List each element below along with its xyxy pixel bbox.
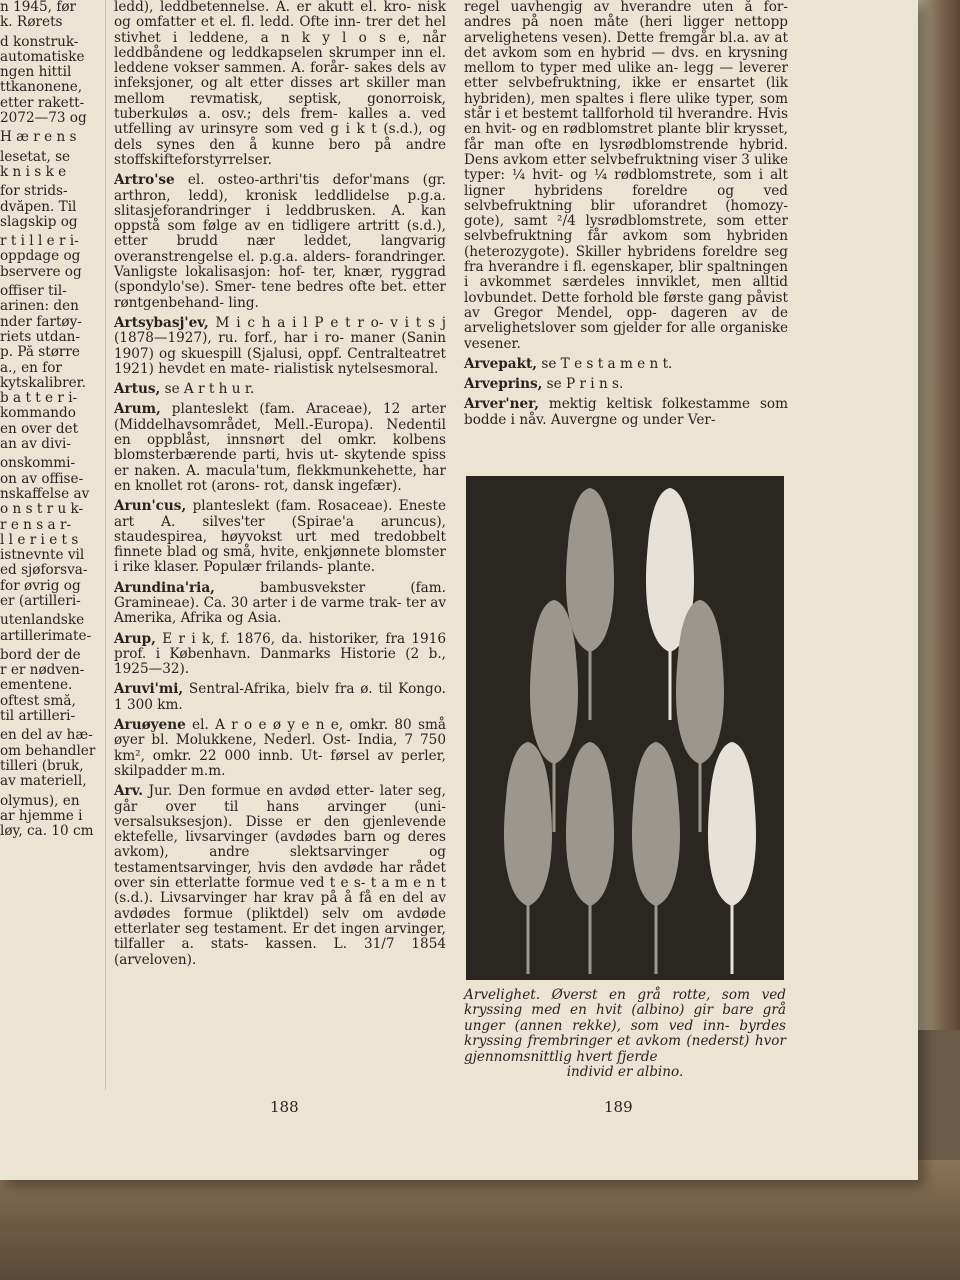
left-column-line: lesetat, se	[0, 149, 71, 165]
left-column-line: b a t t e r i-	[0, 391, 78, 407]
dictionary-entry	[464, 377, 788, 392]
left-column-line: bservere og	[0, 264, 82, 280]
dictionary-entry	[114, 173, 446, 311]
left-column-line: ementene.	[0, 678, 73, 694]
grey-rat	[562, 738, 618, 978]
rat-inheritance-photo	[466, 476, 784, 980]
left-column-line: oftest små,	[0, 693, 76, 709]
entry-headword: Artus,	[114, 381, 161, 398]
left-column-line: d konstruk-	[0, 34, 79, 50]
entry-headword: Arveprins,	[464, 376, 543, 393]
caption-text: Arvelighet. Øverst en grå rotte, som ved kryssing med en hvit (albino) gir bare grå unger (annen rekke), som ved inn- byrdes kryssing frembringer et avkom (nederst) hvor gjennomsnittlig hvert fjerde	[464, 987, 786, 1065]
left-column-line: etter rakett-	[0, 95, 85, 111]
entry-text: el. osteo-arthri'tis defor'mans (gr. arthron, ledd), kronisk leddlidelse p.g.a. slitasjeforandringer i leddbrusken. A. kan oppstå som følge av en tidligere artritt (s.d.), etter brudd nær leddet, langvarig overanstrengelse el. p.g.a. alders- forandringer. Vanligste lokalisasjon: hof- ter, knær, ryggrad (spondylo'se). Smer- tene bedres ofte bet. etter røntgenbehand- ling.	[114, 172, 446, 311]
left-column-line: on av offise-	[0, 471, 84, 487]
left-column-line: dvåpen. Til	[0, 199, 77, 215]
dictionary-entry	[114, 784, 446, 968]
left-column-line: oppdage og	[0, 249, 81, 265]
left-column-line: k n i s k e	[0, 164, 67, 180]
left-column-line: istnevnte vil	[0, 548, 85, 564]
dictionary-entry	[114, 718, 446, 779]
left-column-line: artillerimate-	[0, 628, 92, 644]
left-column-line: l l e r i e t s	[0, 532, 79, 548]
entry-text: M i c h a i l P e t r o- v i t s j (1878—1927), ru. forf., har i ro- maner (Sanin 1907) og skuespill (Sjalusi, oppf. Centralteatret 1921) hevdet en mate- rialistisk nytelsesmoral.	[114, 314, 446, 377]
entry-headword: Artsybasj'ev,	[114, 314, 209, 331]
left-column-line: o n s t r u k-	[0, 502, 84, 518]
entry-headword: Arver'ner,	[464, 396, 540, 413]
white-rat	[704, 738, 760, 978]
left-column-line: en over det	[0, 421, 79, 437]
column-rule	[105, 0, 106, 1090]
left-column-line: automatiske	[0, 49, 85, 65]
middle-column	[114, 0, 446, 968]
entry-headword: Arum,	[114, 401, 161, 418]
dictionary-entry	[464, 397, 788, 428]
left-column-line: k. Rørets	[0, 15, 63, 31]
left-column-line: for øvrig og	[0, 578, 81, 594]
left-column-line: ngen hittil	[0, 65, 72, 81]
left-column-line: nskaffelse av	[0, 486, 90, 502]
entry-headword: Aruøyene	[114, 717, 186, 734]
left-column-line: kommando	[0, 406, 76, 422]
grey-rat	[628, 738, 684, 978]
left-column-line: ttkanonene,	[0, 80, 83, 96]
entry-text: se P r i n s.	[542, 376, 624, 393]
entry-headword: Artro'se	[114, 172, 175, 189]
left-column-line: a., en for	[0, 360, 62, 376]
page-number-left: 188	[270, 1098, 299, 1116]
left-column-line: slagskip og	[0, 214, 78, 230]
left-column-line: en del av hæ-	[0, 728, 93, 744]
left-column-line: kytskalibrer.	[0, 375, 86, 391]
entry-text: el. A r o e ø y e n e, omkr. 80 små øyer bl. Molukkene, Nederl. Ost- India, 7 750 km², omkr. 22 000 innb. Ut- førsel av perler, skilpadder m.m.	[114, 717, 446, 779]
left-column-line: ed sjøforsva-	[0, 563, 88, 579]
dictionary-entry	[114, 682, 446, 713]
entry-text: planteslekt (fam. Rosaceae). Eneste art A. silves'ter (Spirae'a aruncus), staudespirea, høyvokst urt med tredobbelt finnete blad og små, hvite, enkjønnete blomster i rike klaser. Populær frilands- plante.	[114, 498, 446, 576]
column-intro-text: ledd), leddbetennelse. A. er akutt el. kro- nisk og omfatter et el. fl. ledd. Ofte inn- trer det hel stivhet i leddene, a n k y l o s e, når leddbåndene og leddkapselen skrumper inn el. leddene vokser sammen. A. forår- sakes dels av infeksjoner, og alt etter disses art skiller man mellom revmatisk, septisk, gonorroisk, tuberkuløs a. osv.; dels frem- kalles a. ved utfelling av urinsyre som ved g i k t (s.d.), og dels synes den å kunne bero på andre stoffskifteforstyrrelser.	[114, 0, 446, 168]
page-number-right: 189	[604, 1098, 633, 1116]
dictionary-entry	[114, 402, 446, 494]
left-column-line: om behandler	[0, 743, 96, 759]
left-column-line: utenlandske	[0, 613, 85, 629]
left-column-line: nder fartøy-	[0, 314, 82, 330]
entry-text: Jur. Den formue en avdød etter- later seg, går over til hans arvinger (uni- versalsuksesjon). Disse er den gjenlevende ektefelle, livsarvinger (avdødes barn og deres avkom), andre slektsarvinger og testamentsarvinger, hvis den avdøde har rådet over sin etterlatte formue ved t e s- t a m e n t (s.d.). Livsarvinger har krav på å få en del av avdødes formue (pliktdel) selv om avdøde etterlater seg testament. Er det ingen arvinger, tilfaller a. stats- kassen. L. 31/7 1854 (arveloven).	[114, 783, 446, 968]
left-column-line: av materiell,	[0, 774, 87, 790]
left-column-cut-off	[0, 0, 102, 839]
entry-text: se T e s t a m e n t.	[537, 355, 673, 372]
left-column-line: tilleri (bruk,	[0, 758, 84, 774]
dictionary-entry	[114, 581, 446, 627]
left-column-line: olymus), en	[0, 793, 80, 809]
entry-text: bambusvekster (fam. Gramineae). Ca. 30 arter i de varme trak- ter av Amerika, Afrika og Asia.	[114, 579, 446, 627]
figure-caption	[464, 988, 786, 1080]
left-column-line: offiser til-	[0, 284, 67, 300]
right-column	[464, 0, 788, 428]
entry-text: se A r t h u r.	[160, 381, 255, 398]
left-column-line: for strids-	[0, 184, 68, 200]
entry-headword: Arup,	[114, 630, 156, 647]
grey-rat	[500, 738, 556, 978]
entry-text: planteslekt (fam. Araceae), 12 arter (Middelhavsområdet, Mell.-Europa). Nedentil en oppblåst, innsnørt del omkr. kolbens blomsterbærende parti, hvis ut- skytende spiss er naken. A. macula'tum, flekkmunkehette, har en knollet rot (arons- rot, dansk ingefær).	[114, 401, 446, 494]
entry-headword: Aruvi'mi,	[114, 681, 184, 698]
left-column-line: onskommi-	[0, 456, 76, 472]
left-column-line: 2072—73 og	[0, 111, 87, 127]
left-column-line: er (artilleri-	[0, 593, 81, 609]
left-column-line: ar hjemme i	[0, 808, 83, 824]
left-column-line: r er nødven-	[0, 663, 85, 679]
left-column-line: r e n s a r-	[0, 517, 72, 533]
dictionary-entry	[464, 357, 788, 372]
left-column-line: løy, ca. 10 cm	[0, 824, 94, 840]
left-column-line: an av divi-	[0, 437, 71, 453]
entry-headword: Arvepakt,	[464, 355, 538, 372]
entry-headword: Arundina'ria,	[114, 579, 215, 596]
entry-text: Sentral-Afrika, bielv fra ø. til Kongo. 1 300 km.	[114, 681, 446, 713]
column-intro-text: regel uavhengig av hverandre uten å for- andres på noen måte (heri ligger nettopp arvelighetens vesen). Dette fremgår bl.a. av at det avkom som en hybrid — dvs. en krysning mellom to typer med ulike an- legg — leverer etter selvbefruktning, ikke er ensartet (lik hybriden), men spaltes i flere ulike typer, som står i et bestemt tallforhold til hverandre. Hvis en hvit- og en rødblomstret plante blir krysset, får man ofte en lysrødblomstrende hybrid. Dens avkom etter selvbefruktning viser 3 ulike typer: ¼ hvit- og ¼ rødblomstrete, som i alt ligner hybridens foreldre og ved selvbefruktning blir uforandret (homozy- gote), samt ²/4 lysrødblomstrete, som etter selvbefruktning får avkom som hybriden (heterozygote). Skiller hybridens foreldre seg fra hverandre i fl. egenskaper, blir spaltningen i avkommet særdeles innviklet, men alltid lovbundet. Dette forhold ble første gang påvist av Gregor Mendel, opp- dageren av de arvelighetslover som gjelder for alle organiske vesener.	[464, 0, 788, 352]
caption-last-line: individ er albino.	[566, 1064, 684, 1081]
entry-headword: Arv.	[114, 783, 143, 800]
entry-text: E r i k, f. 1876, da. historiker, fra 1916 prof. i København. Danmarks Historie (2 b., 1925—32).	[114, 630, 446, 678]
entry-text: mektig keltisk folkestamme som bodde i nåv. Auvergne og under Ver-	[464, 396, 788, 428]
dictionary-entry	[114, 499, 446, 575]
dictionary-entry	[114, 632, 446, 678]
left-column-line: H æ r e n s	[0, 130, 77, 146]
entry-headword: Arun'cus,	[114, 498, 187, 515]
left-column-line: n 1945, før	[0, 0, 77, 15]
left-column-line: r t i l l e r i-	[0, 234, 79, 250]
dictionary-entry	[114, 316, 446, 377]
left-column-line: riets utdan-	[0, 329, 81, 345]
left-column-line: p. På større	[0, 345, 80, 361]
left-column-line: til artilleri-	[0, 709, 76, 725]
left-column-line: arinen: den	[0, 299, 79, 315]
dictionary-entry	[114, 382, 446, 397]
left-column-line: bord der de	[0, 647, 81, 663]
